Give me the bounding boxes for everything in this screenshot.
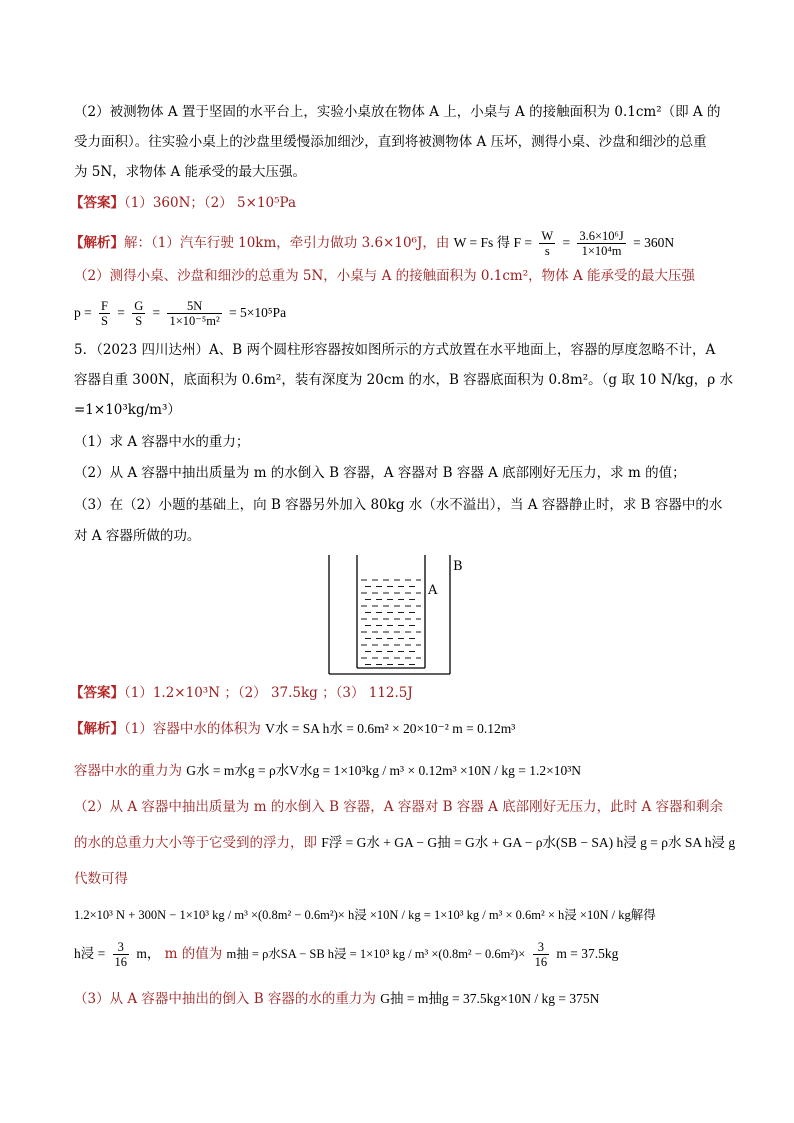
analysis-line-2: 【解析】（1）容器中水的体积为 V水 = SA h水 = 0.6m² × 20×10⁻² m = 0.12m³ [70, 721, 516, 737]
text-line: 为 5N，求物体 A 能承受的最大压强。 [74, 164, 307, 180]
question-line: 容器自重 300N，底面积为 0.6m²，装有深度为 20cm 的水，B 容器底面积为 0.8m²。（g 取 10 N/kg，ρ 水 [74, 372, 734, 388]
answer-text: （1）1.2×10³N ；（2） 37.5kg ；（3） 112.5J [124, 685, 413, 701]
fraction: $\frac{3}{16}$ [534, 940, 548, 969]
fraction: $\frac{W}{s}$ [541, 229, 554, 258]
question-line: 5．（2023 四川达州）A、B 两个圆柱形容器按如图所示的方式放置在水平地面上，容器的厚度忽略不计，A [74, 342, 716, 358]
fraction: $\frac{G}{S}$ [134, 299, 144, 328]
analysis-line: （2）从 A 容器中抽出质量为 m 的水倒入 B 容器，A 容器对 B 容器 A 底部刚好无压力，此时 A 容器和剩余 [74, 799, 724, 815]
fraction: $\frac{F}{S}$ [101, 299, 108, 328]
analysis-line: 代数可得 [74, 871, 128, 887]
label-a: A [428, 583, 438, 598]
question-line: （1）求 A 容器中水的重力； [74, 434, 250, 450]
answer-tag: 【答案】 [70, 685, 124, 701]
fraction: $\frac{\text{3.6×10⁶J}}{\text{1×10⁴m}}$ [579, 229, 624, 258]
container-a [357, 555, 425, 668]
analysis-tag: 【解析】 [70, 235, 124, 251]
formula: G水 = m水g = ρ水V水g = 1×10³kg / m³ × 0.12m³ ×10N / kg = 1.2×10³N [186, 763, 582, 778]
question-line: （3）在（2）小题的基础上，向 B 容器另外加入 80kg 水（水不溢出），当 A 容器静止时，求 B 容器中的水 [74, 497, 723, 513]
label-b: B [453, 559, 463, 574]
analysis-line: （3）从 A 容器中抽出的倒入 B 容器的水的重力为 G抽 = m抽g = 37.5kg×10N / kg = 375N [74, 991, 600, 1007]
containers-figure [320, 553, 470, 679]
text-line: （2）被测物体 A 置于坚固的水平台上，实验小桌放在物体 A 上，小桌与 A 的接触面积为 0.1cm²（即 A 的 [74, 104, 721, 120]
analysis-line: 的水的总重力大小等于它受到的浮力，即 F浮 = G水 + GA − G抽 = G水 + GA − ρ水(SB − SA) h浸 g = ρ水 SA h浸 g [74, 835, 736, 851]
answer-tag: 【答案】 [70, 195, 124, 211]
answer-line-1 [70, 193, 296, 213]
container-b [329, 555, 450, 674]
formula: V水 = SA h水 = 0.6m² × 20×10⁻² m = 0.12m³ [265, 721, 516, 736]
answer-text: （1）360N；（2） 5×10⁵Pa [124, 195, 297, 211]
question-line: 对 A 容器所做的功。 [74, 528, 201, 544]
formula: F浮 = G水 + GA − G抽 = G水 + GA − ρ水(SB − SA) h浸 g = ρ水 SA h浸 g [321, 835, 736, 850]
formula: G抽 = m抽g = 37.5kg×10N / kg = 375N [380, 991, 600, 1006]
analysis-tag: 【解析】 [70, 721, 124, 737]
water-hatching [361, 580, 421, 665]
fraction: $\frac{3}{16}$ [114, 940, 128, 969]
formula: W = Fs 得 F = [453, 235, 533, 250]
answer-line-2 [70, 683, 413, 703]
formula-result: = 360N [633, 235, 675, 250]
analysis-line: （2）测得小桌、沙盘和细沙的总重为 5N，小桌与 A 的接触面积为 0.1cm²，物体 A 能承受的最大压强 [74, 268, 695, 284]
pressure-formula: p = $\frac{F}{S}$ = $\frac{G}{S}$ = $\frac{5N}{\text{1×10⁻⁵m²}}$ = 5×10⁵Pa [74, 299, 287, 328]
solution-line: h浸 = $\frac{3}{16}$ m， m 的值为 m抽 = ρ水SA − SB h浸 = 1×10³ kg / m³ ×(0.8m² − 0.6m²)× $\frac{3}{16}$ m = 37.5kg [74, 940, 619, 969]
analysis-text: 解：（1）汽车行驶 10km，牵引力做功 3.6×10⁶J，由 [124, 235, 450, 251]
analysis-line: 容器中水的重力为 G水 = m水g = ρ水V水g = 1×10³kg / m³ × 0.12m³ ×10N / kg = 1.2×10³N [74, 763, 582, 779]
question-line: =1×10³kg/m³） [74, 402, 181, 418]
fraction: $\frac{5N}{\text{1×10⁻⁵m²}}$ [169, 299, 220, 328]
text-line: 受力面积）。往实验小桌上的沙盘里缓慢添加细沙，直到将被测物体 A 压坏，测得小桌、沙盘和细沙的总重 [74, 134, 707, 150]
equation-line: 1.2×10³ N + 300N − 1×10³ kg / m³ ×(0.8m² − 0.6m²)× h浸 ×10N / kg = 1×10³ kg / m³ × 0.6m² × h浸 ×10N / kg解得 [74, 907, 656, 922]
question-line: （2）从 A 容器中抽出质量为 m 的水倒入 B 容器，A 容器对 B 容器 A 底部刚好无压力，求 m 的值； [74, 465, 686, 481]
analysis-line-1: 【解析】解：（1）汽车行驶 10km，牵引力做功 3.6×10⁶J，由 W = Fs 得 F = $\frac{W}{s}$ = $\frac{\text{3.6×10⁶J}}{\text{1×10⁴m}}$ = 360N [70, 229, 675, 258]
